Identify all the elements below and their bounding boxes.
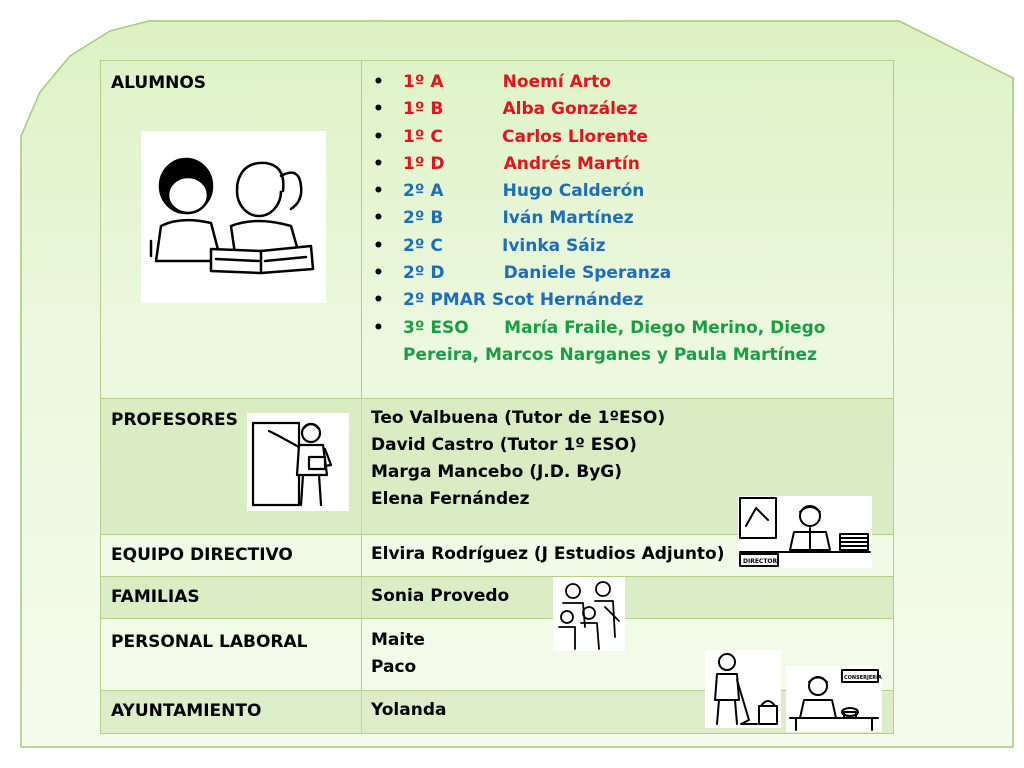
row-label-familias: FAMILIAS: [111, 587, 200, 607]
profesor-4: Elena Fernández: [371, 489, 530, 509]
cleaner-picture: [705, 650, 781, 728]
student-item: • 2º PMAR Scot Hernández: [403, 287, 863, 314]
conserjeria-sign-text: CONSERJERÍA: [844, 675, 882, 681]
student-item: • 2º B Iván Martínez: [403, 205, 863, 232]
ayuntamiento-value: Yolanda: [371, 700, 447, 720]
student-item: • 1º B Alba González: [403, 96, 863, 123]
family-picture: [553, 577, 625, 651]
equipo-value: Elvira Rodríguez (J Estudios Adjunto): [371, 544, 725, 564]
concierge-icon: [786, 666, 882, 732]
row-label-equipo: EQUIPO DIRECTIVO: [111, 545, 293, 565]
student-item: • 2º D Daniele Speranza: [403, 260, 863, 287]
row-label-alumnos: ALUMNOS: [111, 73, 207, 93]
row-alumnos: [101, 61, 893, 399]
student-item: • 1º A Noemí Arto: [403, 69, 863, 96]
student-item: • 2º C Ivinka Sáiz: [403, 233, 863, 260]
teacher-icon: [247, 413, 349, 511]
student-item: • 3º ESO María Fraile, Diego Merino, Diego Pereira, Marcos Narganes y Paula Martínez: [403, 315, 863, 370]
student-list: [363, 69, 863, 369]
personal-list: [371, 627, 425, 681]
director-icon: [738, 496, 872, 568]
profesores-list: [371, 405, 665, 513]
students-reading-icon: [141, 131, 326, 303]
personal-2: Paco: [371, 657, 417, 677]
cleaner-icon: [705, 650, 781, 728]
row-label-personal: PERSONAL LABORAL: [111, 632, 308, 652]
personal-1: Maite: [371, 630, 425, 650]
familias-value: Sonia Provedo: [371, 586, 510, 606]
teacher-picture: [247, 413, 349, 511]
row-label-ayuntamiento: AYUNTAMIENTO: [111, 701, 262, 721]
student-item: • 2º A Hugo Calderón: [403, 178, 863, 205]
profesor-1: Teo Valbuena (Tutor de 1ºESO): [371, 408, 666, 428]
roles-table: [100, 60, 894, 734]
concierge-picture: [786, 666, 882, 732]
director-picture: [738, 496, 872, 568]
student-item: • 1º D Andrés Martín: [403, 151, 863, 178]
profesor-2: David Castro (Tutor 1º ESO): [371, 435, 637, 455]
family-icon: [553, 577, 625, 651]
row-label-profesores: PROFESORES: [111, 410, 238, 430]
profesor-3: Marga Mancebo (J.D. ByG): [371, 462, 622, 482]
director-sign-text: DIRECTOR: [743, 558, 778, 565]
row-familias: [101, 577, 893, 619]
student-item: • 1º C Carlos Llorente: [403, 124, 863, 151]
students-reading-picture: [141, 131, 326, 303]
